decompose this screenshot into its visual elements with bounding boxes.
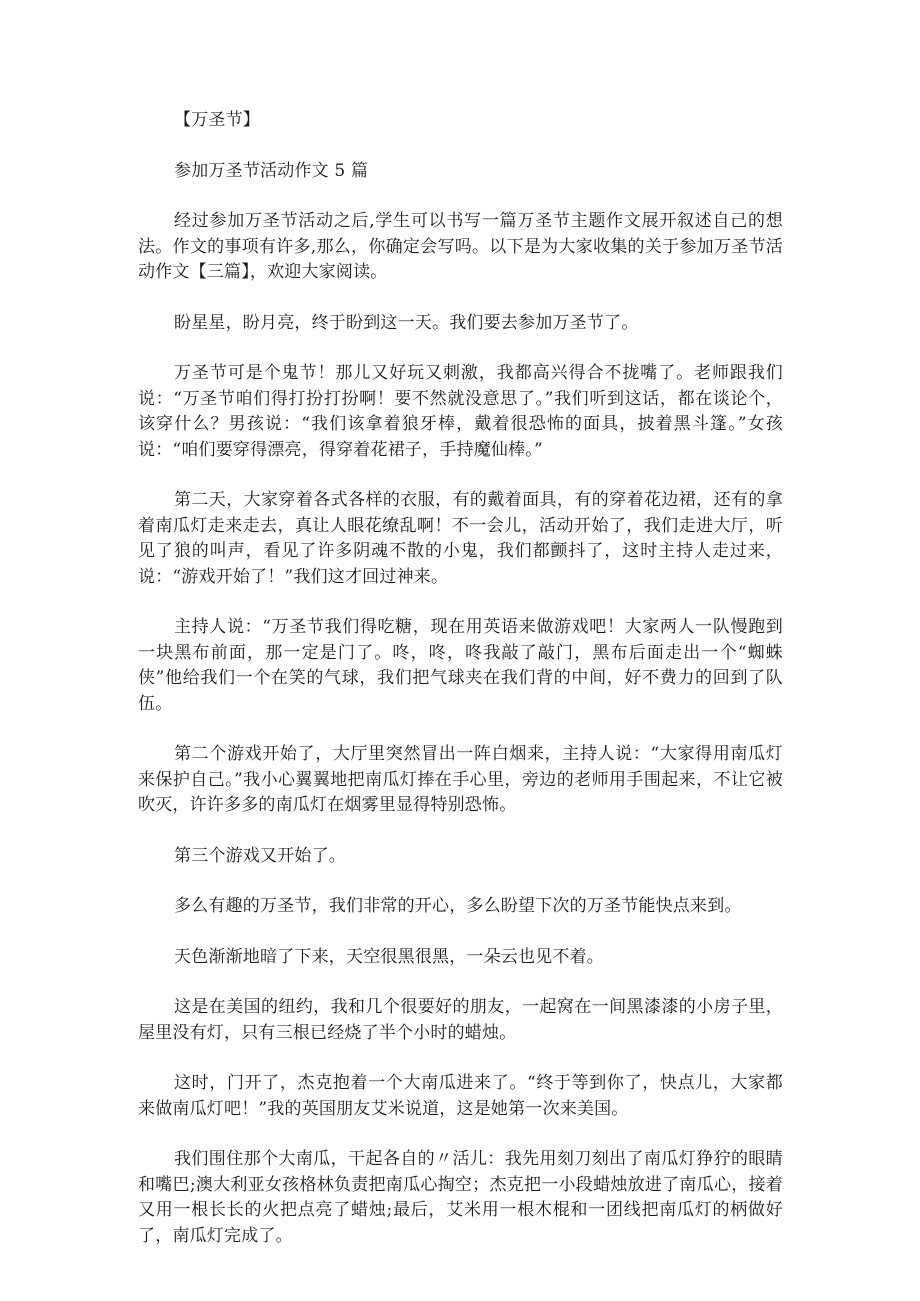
document-heading: 【万圣节】 bbox=[174, 110, 260, 130]
paragraph: 这时，门开了，杰克抱着一个大南瓜进来了。“终于等到你了，快点儿，大家都来做南瓜灯吧！”我的英国朋友艾米说道，这是她第一次来美国。 bbox=[138, 1073, 783, 1119]
paragraph-intro: 经过参加万圣节活动之后,学生可以书写一篇万圣节主题作文展开叙述自己的想法。作文的事项有许多,那么，你确定会写吗。以下是为大家收集的关于参加万圣节活动作文【三篇】，欢迎大家阅读。 bbox=[138, 211, 783, 282]
document-body bbox=[138, 108, 783, 1274]
paragraph: 我们围住那个大南瓜，干起各自的〃活儿：我先用刻刀刻出了南瓜灯狰狞的眼睛和嘴巴;澳大利亚女孩格林负责把南瓜心掏空；杰克把一小段蜡烛放进了南瓜心，接着又用一根长长的火把点亮了蜡烛;最后，艾米用一根木棍和一团线把南瓜灯的柄做好了，南瓜灯完成了。 bbox=[138, 1149, 783, 1246]
paragraph: 盼星星，盼月亮，终于盼到这一天。我们要去参加万圣节了。 bbox=[174, 312, 639, 333]
paragraph: 这是在美国的纽约，我和几个很要好的朋友，一起窝在一间黑漆漆的小房子里，屋里没有灯，只有三根已经烧了半个小时的蜡烛。 bbox=[138, 997, 783, 1043]
paragraph: 天色渐渐地暗了下来，天空很黑很黑，一朵云也见不着。 bbox=[174, 946, 604, 967]
paragraph: 第二天，大家穿着各式各样的衣服，有的戴着面具，有的穿着花边裙，还有的拿着南瓜灯走来走去，真让人眼花缭乱啊！不一会儿，活动开始了，我们走进大厅，听见了狼的叫声，看见了许多阴魂不散的小鬼，我们都颤抖了，这时主持人走过来，说：“游戏开始了！”我们这才回过神来。 bbox=[138, 490, 783, 587]
paragraph: 第二个游戏开始了，大厅里突然冒出一阵白烟来，主持人说：“大家得用南瓜灯来保护自己。”我小心翼翼地把南瓜灯捧在手心里，旁边的老师用手围起来，不让它被吹灭，许许多多的南瓜灯在烟雾里显得特别恐怖。 bbox=[138, 744, 783, 815]
paragraph: 主持人说：“万圣节我们得吃糖，现在用英语来做游戏吧！大家两人一队慢跑到一块黑布前面，那一定是门了。咚，咚，咚我敲了敲门，黑布后面走出一个“蜘蛛侠”他给我们一个在笑的气球，我们把气球夹在我们背的中间，好不费力的回到了队伍。 bbox=[138, 617, 783, 714]
paragraph: 第三个游戏又开始了。 bbox=[174, 845, 346, 866]
document-subtitle: 参加万圣节活动作文 5 篇 bbox=[174, 160, 369, 181]
paragraph: 万圣节可是个鬼节！那儿又好玩又刺激，我都高兴得合不拢嘴了。老师跟我们说：“万圣节咱们得打扮打扮啊！要不然就没意思了。”我们听到这话，都在谈论个，该穿什么？男孩说：“我们该拿着狼牙棒，戴着很恐怖的面具，披着黑斗篷。”女孩说：“咱们要穿得漂亮，得穿着花裙子，手持魔仙棒。” bbox=[138, 363, 783, 460]
paragraph: 多么有趣的万圣节，我们非常的开心，多么盼望下次的万圣节能快点来到。 bbox=[174, 896, 742, 916]
